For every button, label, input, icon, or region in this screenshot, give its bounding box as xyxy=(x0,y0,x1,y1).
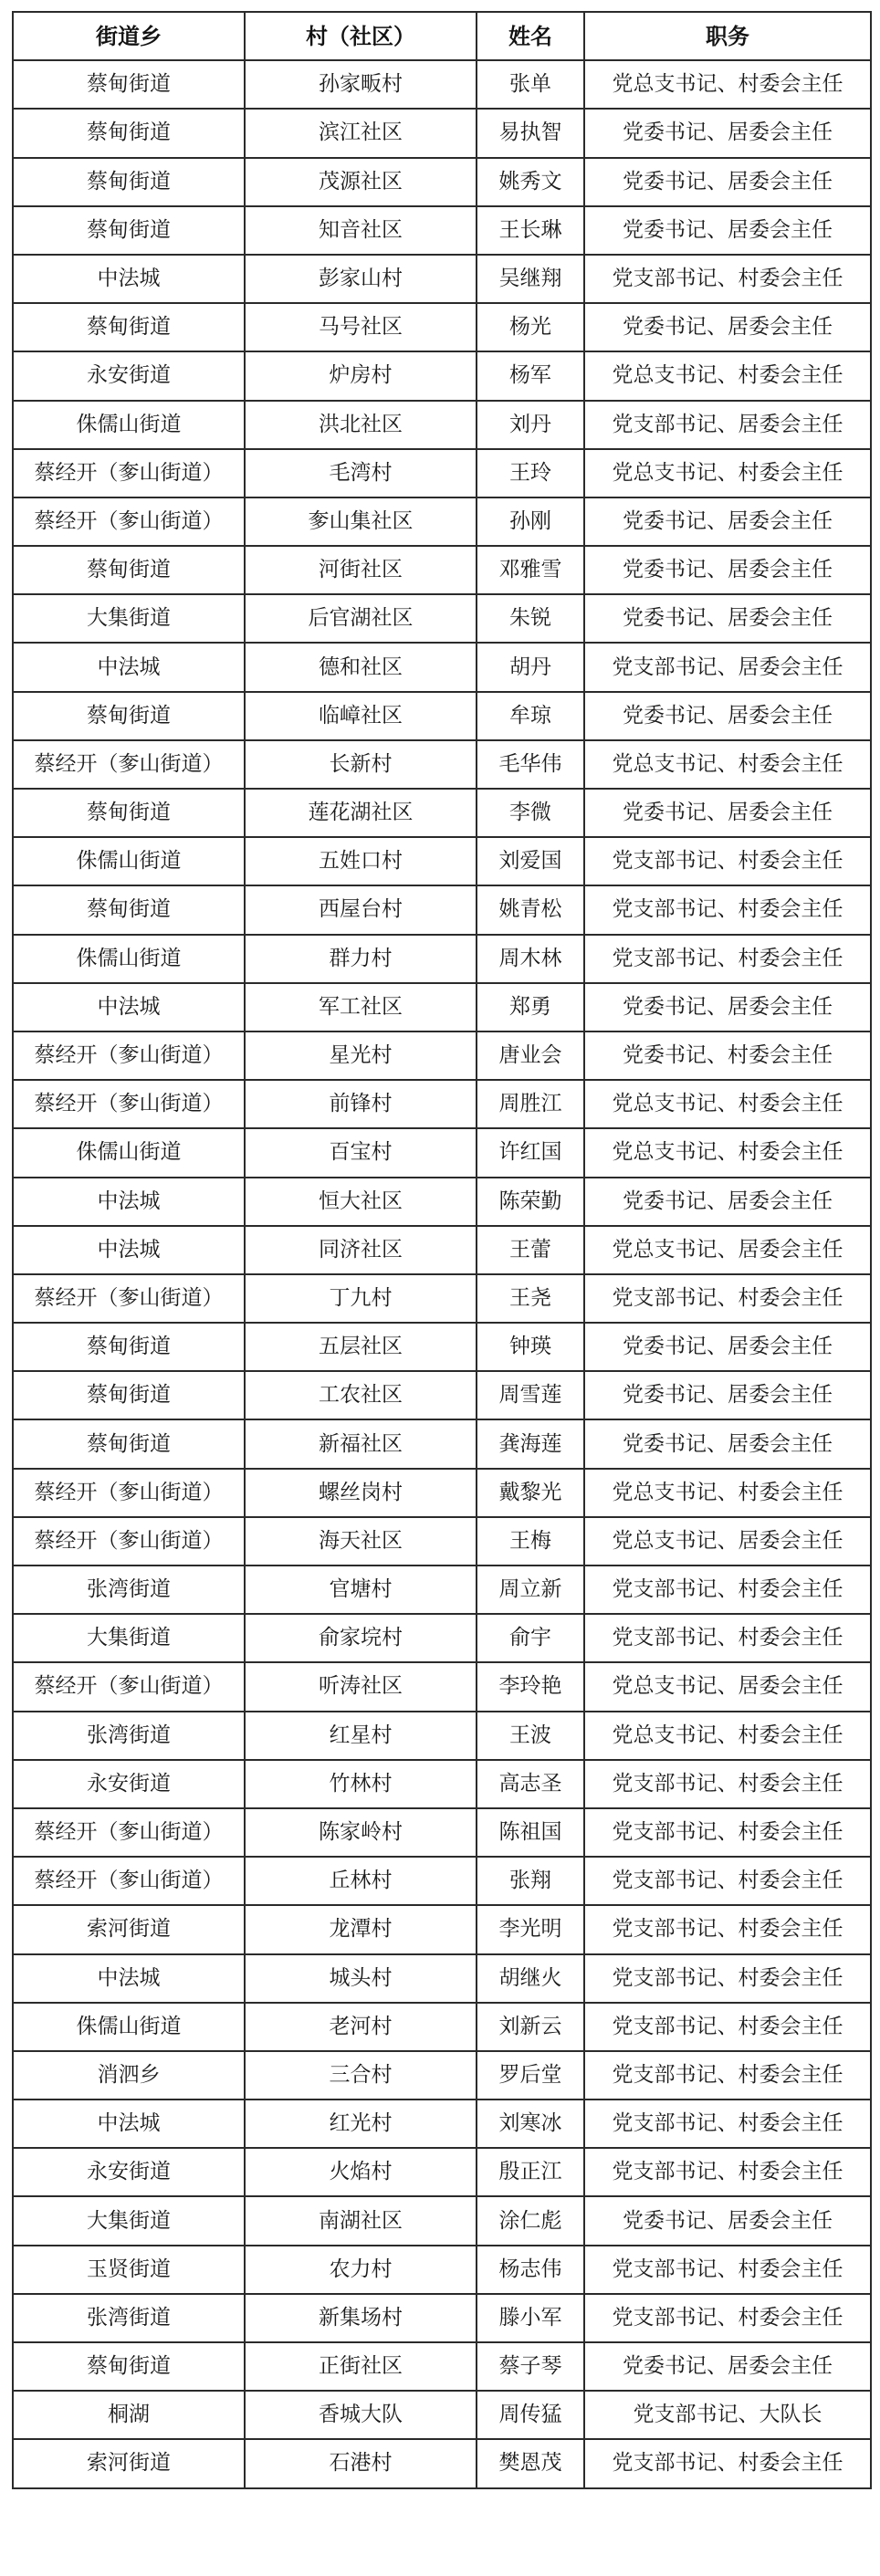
table-row xyxy=(13,1178,871,1226)
village-cell: 西屋台村 xyxy=(245,885,477,934)
roster-table xyxy=(12,11,872,2489)
village-cell: 新集场村 xyxy=(245,2294,477,2342)
table-row xyxy=(13,1323,871,1371)
position-cell: 党委书记、居委会主任 xyxy=(584,1419,871,1468)
table-row xyxy=(13,1808,871,1857)
street-cell: 蔡经开（奓山街道） xyxy=(13,1274,245,1323)
position-cell: 党总支书记、村委会主任 xyxy=(584,60,871,109)
table-row xyxy=(13,1614,871,1662)
street-cell: 蔡经开（奓山街道） xyxy=(13,1080,245,1128)
street-cell: 永安街道 xyxy=(13,351,245,400)
village-cell: 恒大社区 xyxy=(245,1178,477,1226)
name-cell: 周木林 xyxy=(477,935,584,983)
name-cell: 高志圣 xyxy=(477,1760,584,1808)
header-street: 街道乡 xyxy=(13,12,245,60)
table-row xyxy=(13,2051,871,2100)
table-row xyxy=(13,1080,871,1128)
name-cell: 姚青松 xyxy=(477,885,584,934)
table-row xyxy=(13,983,871,1031)
street-cell: 蔡经开（奓山街道） xyxy=(13,1469,245,1517)
street-cell: 中法城 xyxy=(13,1178,245,1226)
village-cell: 马号社区 xyxy=(245,303,477,351)
village-cell: 彭家山村 xyxy=(245,255,477,303)
table-row xyxy=(13,351,871,400)
village-cell: 德和社区 xyxy=(245,643,477,691)
name-cell: 牟琼 xyxy=(477,692,584,740)
name-cell: 李玲艳 xyxy=(477,1662,584,1711)
position-cell: 党总支书记、村委会主任 xyxy=(584,1712,871,1760)
street-cell: 蔡甸街道 xyxy=(13,60,245,109)
village-cell: 龙潭村 xyxy=(245,1905,477,1953)
position-cell: 党支部书记、村委会主任 xyxy=(584,2439,871,2487)
table-row xyxy=(13,2196,871,2245)
village-cell: 官塘村 xyxy=(245,1565,477,1614)
position-cell: 党支部书记、村委会主任 xyxy=(584,2051,871,2100)
village-cell: 莲花湖社区 xyxy=(245,789,477,837)
table-row xyxy=(13,740,871,789)
village-cell: 群力村 xyxy=(245,935,477,983)
name-cell: 龚海莲 xyxy=(477,1419,584,1468)
name-cell: 杨志伟 xyxy=(477,2246,584,2294)
street-cell: 中法城 xyxy=(13,2100,245,2148)
village-cell: 后官湖社区 xyxy=(245,594,477,643)
position-cell: 党总支书记、村委会主任 xyxy=(584,351,871,400)
table-row xyxy=(13,2439,871,2487)
village-cell: 新福社区 xyxy=(245,1419,477,1468)
street-cell: 蔡甸街道 xyxy=(13,1323,245,1371)
village-cell: 南湖社区 xyxy=(245,2196,477,2245)
table-row xyxy=(13,837,871,885)
table-row xyxy=(13,1274,871,1323)
position-cell: 党支部书记、村委会主任 xyxy=(584,1614,871,1662)
position-cell: 党支部书记、村委会主任 xyxy=(584,2246,871,2294)
street-cell: 蔡经开（奓山街道） xyxy=(13,1662,245,1711)
name-cell: 王波 xyxy=(477,1712,584,1760)
table-row xyxy=(13,1419,871,1468)
position-cell: 党支部书记、村委会主任 xyxy=(584,1857,871,1905)
position-cell: 党总支书记、村委会主任 xyxy=(584,740,871,789)
street-cell: 蔡甸街道 xyxy=(13,2342,245,2391)
street-cell: 蔡甸街道 xyxy=(13,206,245,255)
table-row xyxy=(13,303,871,351)
position-cell: 党委书记、村委会主任 xyxy=(584,1031,871,1080)
position-cell: 党委书记、居委会主任 xyxy=(584,546,871,594)
name-cell: 易执智 xyxy=(477,109,584,157)
name-cell: 胡丹 xyxy=(477,643,584,691)
table-row xyxy=(13,2342,871,2391)
table-row xyxy=(13,497,871,546)
village-cell: 丘林村 xyxy=(245,1857,477,1905)
position-cell: 党委书记、居委会主任 xyxy=(584,1371,871,1419)
table-row xyxy=(13,255,871,303)
position-cell: 党总支书记、居委会主任 xyxy=(584,1517,871,1565)
village-cell: 丁九村 xyxy=(245,1274,477,1323)
position-cell: 党支部书记、村委会主任 xyxy=(584,1274,871,1323)
name-cell: 戴黎光 xyxy=(477,1469,584,1517)
street-cell: 中法城 xyxy=(13,643,245,691)
table-row xyxy=(13,158,871,206)
name-cell: 毛华伟 xyxy=(477,740,584,789)
village-cell: 陈家岭村 xyxy=(245,1808,477,1857)
table-row xyxy=(13,1857,871,1905)
village-cell: 河街社区 xyxy=(245,546,477,594)
village-cell: 城头村 xyxy=(245,1954,477,2003)
street-cell: 大集街道 xyxy=(13,594,245,643)
name-cell: 张翔 xyxy=(477,1857,584,1905)
position-cell: 党委书记、居委会主任 xyxy=(584,1323,871,1371)
name-cell: 陈荣勤 xyxy=(477,1178,584,1226)
village-cell: 同济社区 xyxy=(245,1226,477,1274)
position-cell: 党支部书记、大队长 xyxy=(584,2391,871,2439)
street-cell: 蔡经开（奓山街道） xyxy=(13,1857,245,1905)
table-row xyxy=(13,401,871,449)
header-position: 职务 xyxy=(584,12,871,60)
position-cell: 党支部书记、村委会主任 xyxy=(584,1760,871,1808)
street-cell: 张湾街道 xyxy=(13,2294,245,2342)
position-cell: 党支部书记、村委会主任 xyxy=(584,2003,871,2051)
table-row xyxy=(13,546,871,594)
position-cell: 党委书记、居委会主任 xyxy=(584,2342,871,2391)
street-cell: 蔡甸街道 xyxy=(13,692,245,740)
name-cell: 滕小军 xyxy=(477,2294,584,2342)
street-cell: 蔡甸街道 xyxy=(13,158,245,206)
position-cell: 党支部书记、村委会主任 xyxy=(584,1565,871,1614)
street-cell: 蔡经开（奓山街道） xyxy=(13,1517,245,1565)
position-cell: 党总支书记、村委会主任 xyxy=(584,449,871,497)
name-cell: 陈祖国 xyxy=(477,1808,584,1857)
position-cell: 党委书记、居委会主任 xyxy=(584,1178,871,1226)
position-cell: 党委书记、居委会主任 xyxy=(584,692,871,740)
position-cell: 党委书记、居委会主任 xyxy=(584,983,871,1031)
position-cell: 党委书记、居委会主任 xyxy=(584,594,871,643)
roster-body xyxy=(13,60,871,2487)
table-row xyxy=(13,885,871,934)
street-cell: 蔡甸街道 xyxy=(13,546,245,594)
table-row xyxy=(13,2003,871,2051)
street-cell: 永安街道 xyxy=(13,2148,245,2196)
street-cell: 大集街道 xyxy=(13,2196,245,2245)
name-cell: 刘寒冰 xyxy=(477,2100,584,2148)
village-cell: 长新村 xyxy=(245,740,477,789)
position-cell: 党总支书记、村委会主任 xyxy=(584,1469,871,1517)
village-cell: 老河村 xyxy=(245,2003,477,2051)
street-cell: 侏儒山街道 xyxy=(13,2003,245,2051)
position-cell: 党委书记、居委会主任 xyxy=(584,789,871,837)
name-cell: 樊恩茂 xyxy=(477,2439,584,2487)
position-cell: 党支部书记、村委会主任 xyxy=(584,1954,871,2003)
position-cell: 党支部书记、居委会主任 xyxy=(584,643,871,691)
street-cell: 蔡甸街道 xyxy=(13,109,245,157)
village-cell: 滨江社区 xyxy=(245,109,477,157)
name-cell: 周立新 xyxy=(477,1565,584,1614)
village-cell: 星光村 xyxy=(245,1031,477,1080)
position-cell: 党支部书记、村委会主任 xyxy=(584,2148,871,2196)
position-cell: 党总支书记、居委会主任 xyxy=(584,1662,871,1711)
village-cell: 竹林村 xyxy=(245,1760,477,1808)
village-cell: 孙家畈村 xyxy=(245,60,477,109)
street-cell: 侏儒山街道 xyxy=(13,837,245,885)
name-cell: 郑勇 xyxy=(477,983,584,1031)
street-cell: 蔡经开（奓山街道） xyxy=(13,740,245,789)
name-cell: 钟瑛 xyxy=(477,1323,584,1371)
village-cell: 毛湾村 xyxy=(245,449,477,497)
position-cell: 党支部书记、村委会主任 xyxy=(584,1808,871,1857)
position-cell: 党委书记、居委会主任 xyxy=(584,497,871,546)
position-cell: 党委书记、居委会主任 xyxy=(584,2196,871,2245)
street-cell: 中法城 xyxy=(13,983,245,1031)
village-cell: 海天社区 xyxy=(245,1517,477,1565)
street-cell: 索河街道 xyxy=(13,2439,245,2487)
name-cell: 涂仁彪 xyxy=(477,2196,584,2245)
village-cell: 三合村 xyxy=(245,2051,477,2100)
position-cell: 党支部书记、村委会主任 xyxy=(584,2294,871,2342)
name-cell: 张单 xyxy=(477,60,584,109)
table-row xyxy=(13,1662,871,1711)
name-cell: 周胜江 xyxy=(477,1080,584,1128)
name-cell: 杨光 xyxy=(477,303,584,351)
position-cell: 党总支书记、村委会主任 xyxy=(584,1128,871,1177)
table-row xyxy=(13,1760,871,1808)
village-cell: 工农社区 xyxy=(245,1371,477,1419)
table-row xyxy=(13,2100,871,2148)
table-row xyxy=(13,206,871,255)
table-row xyxy=(13,1226,871,1274)
name-cell: 杨军 xyxy=(477,351,584,400)
street-cell: 桐湖 xyxy=(13,2391,245,2439)
village-cell: 红星村 xyxy=(245,1712,477,1760)
village-cell: 正街社区 xyxy=(245,2342,477,2391)
position-cell: 党支部书记、村委会主任 xyxy=(584,255,871,303)
table-row xyxy=(13,60,871,109)
village-cell: 知音社区 xyxy=(245,206,477,255)
village-cell: 炉房村 xyxy=(245,351,477,400)
name-cell: 许红国 xyxy=(477,1128,584,1177)
table-row xyxy=(13,1565,871,1614)
village-cell: 洪北社区 xyxy=(245,401,477,449)
table-row xyxy=(13,2391,871,2439)
village-cell: 香城大队 xyxy=(245,2391,477,2439)
position-cell: 党委书记、居委会主任 xyxy=(584,206,871,255)
name-cell: 李光明 xyxy=(477,1905,584,1953)
street-cell: 蔡经开（奓山街道） xyxy=(13,1031,245,1080)
table-row xyxy=(13,935,871,983)
table-row xyxy=(13,449,871,497)
street-cell: 永安街道 xyxy=(13,1760,245,1808)
village-cell: 临嶂社区 xyxy=(245,692,477,740)
village-cell: 奓山集社区 xyxy=(245,497,477,546)
name-cell: 周传猛 xyxy=(477,2391,584,2439)
street-cell: 蔡甸街道 xyxy=(13,885,245,934)
street-cell: 中法城 xyxy=(13,1226,245,1274)
position-cell: 党委书记、居委会主任 xyxy=(584,158,871,206)
table-row xyxy=(13,2246,871,2294)
street-cell: 侏儒山街道 xyxy=(13,935,245,983)
village-cell: 火焰村 xyxy=(245,2148,477,2196)
table-row xyxy=(13,2294,871,2342)
position-cell: 党支部书记、村委会主任 xyxy=(584,935,871,983)
position-cell: 党支部书记、村委会主任 xyxy=(584,1905,871,1953)
village-cell: 螺丝岗村 xyxy=(245,1469,477,1517)
table-row xyxy=(13,789,871,837)
table-row xyxy=(13,1469,871,1517)
position-cell: 党支部书记、居委会主任 xyxy=(584,401,871,449)
position-cell: 党支部书记、村委会主任 xyxy=(584,885,871,934)
name-cell: 刘丹 xyxy=(477,401,584,449)
table-row xyxy=(13,594,871,643)
table-row xyxy=(13,1128,871,1177)
position-cell: 党支部书记、村委会主任 xyxy=(584,837,871,885)
name-cell: 吴继翔 xyxy=(477,255,584,303)
name-cell: 刘新云 xyxy=(477,2003,584,2051)
position-cell: 党委书记、居委会主任 xyxy=(584,303,871,351)
name-cell: 周雪莲 xyxy=(477,1371,584,1419)
table-row xyxy=(13,2148,871,2196)
village-cell: 前锋村 xyxy=(245,1080,477,1128)
street-cell: 蔡经开（奓山街道） xyxy=(13,449,245,497)
table-row xyxy=(13,643,871,691)
street-cell: 中法城 xyxy=(13,255,245,303)
village-cell: 军工社区 xyxy=(245,983,477,1031)
header-row xyxy=(13,12,871,60)
street-cell: 蔡甸街道 xyxy=(13,303,245,351)
position-cell: 党委书记、居委会主任 xyxy=(584,109,871,157)
table-row xyxy=(13,1954,871,2003)
name-cell: 胡继火 xyxy=(477,1954,584,2003)
street-cell: 蔡甸街道 xyxy=(13,1371,245,1419)
village-cell: 茂源社区 xyxy=(245,158,477,206)
street-cell: 侏儒山街道 xyxy=(13,1128,245,1177)
name-cell: 王玲 xyxy=(477,449,584,497)
name-cell: 俞宇 xyxy=(477,1614,584,1662)
name-cell: 朱锐 xyxy=(477,594,584,643)
name-cell: 邓雅雪 xyxy=(477,546,584,594)
position-cell: 党总支书记、村委会主任 xyxy=(584,1080,871,1128)
name-cell: 刘爱国 xyxy=(477,837,584,885)
street-cell: 蔡甸街道 xyxy=(13,1419,245,1468)
street-cell: 张湾街道 xyxy=(13,1712,245,1760)
name-cell: 殷正江 xyxy=(477,2148,584,2196)
village-cell: 百宝村 xyxy=(245,1128,477,1177)
table-row xyxy=(13,692,871,740)
name-cell: 王长琳 xyxy=(477,206,584,255)
name-cell: 王尧 xyxy=(477,1274,584,1323)
village-cell: 五姓口村 xyxy=(245,837,477,885)
street-cell: 蔡经开（奓山街道） xyxy=(13,1808,245,1857)
table-row xyxy=(13,1517,871,1565)
street-cell: 张湾街道 xyxy=(13,1565,245,1614)
name-cell: 孙刚 xyxy=(477,497,584,546)
name-cell: 姚秀文 xyxy=(477,158,584,206)
name-cell: 李微 xyxy=(477,789,584,837)
table-row xyxy=(13,1712,871,1760)
table-row xyxy=(13,1031,871,1080)
street-cell: 消泗乡 xyxy=(13,2051,245,2100)
street-cell: 中法城 xyxy=(13,1954,245,2003)
street-cell: 索河街道 xyxy=(13,1905,245,1953)
village-cell: 听涛社区 xyxy=(245,1662,477,1711)
village-cell: 农力村 xyxy=(245,2246,477,2294)
street-cell: 侏儒山街道 xyxy=(13,401,245,449)
name-cell: 王梅 xyxy=(477,1517,584,1565)
header-village: 村（社区） xyxy=(245,12,477,60)
village-cell: 五层社区 xyxy=(245,1323,477,1371)
name-cell: 唐业会 xyxy=(477,1031,584,1080)
street-cell: 大集街道 xyxy=(13,1614,245,1662)
street-cell: 玉贤街道 xyxy=(13,2246,245,2294)
street-cell: 蔡甸街道 xyxy=(13,789,245,837)
street-cell: 蔡经开（奓山街道） xyxy=(13,497,245,546)
village-cell: 红光村 xyxy=(245,2100,477,2148)
position-cell: 党总支书记、居委会主任 xyxy=(584,1226,871,1274)
table-row xyxy=(13,1371,871,1419)
name-cell: 蔡子琴 xyxy=(477,2342,584,2391)
village-cell: 俞家垸村 xyxy=(245,1614,477,1662)
village-cell: 石港村 xyxy=(245,2439,477,2487)
header-name: 姓名 xyxy=(477,12,584,60)
name-cell: 罗后堂 xyxy=(477,2051,584,2100)
table-row xyxy=(13,1905,871,1953)
position-cell: 党支部书记、村委会主任 xyxy=(584,2100,871,2148)
name-cell: 王蕾 xyxy=(477,1226,584,1274)
table-row xyxy=(13,109,871,157)
